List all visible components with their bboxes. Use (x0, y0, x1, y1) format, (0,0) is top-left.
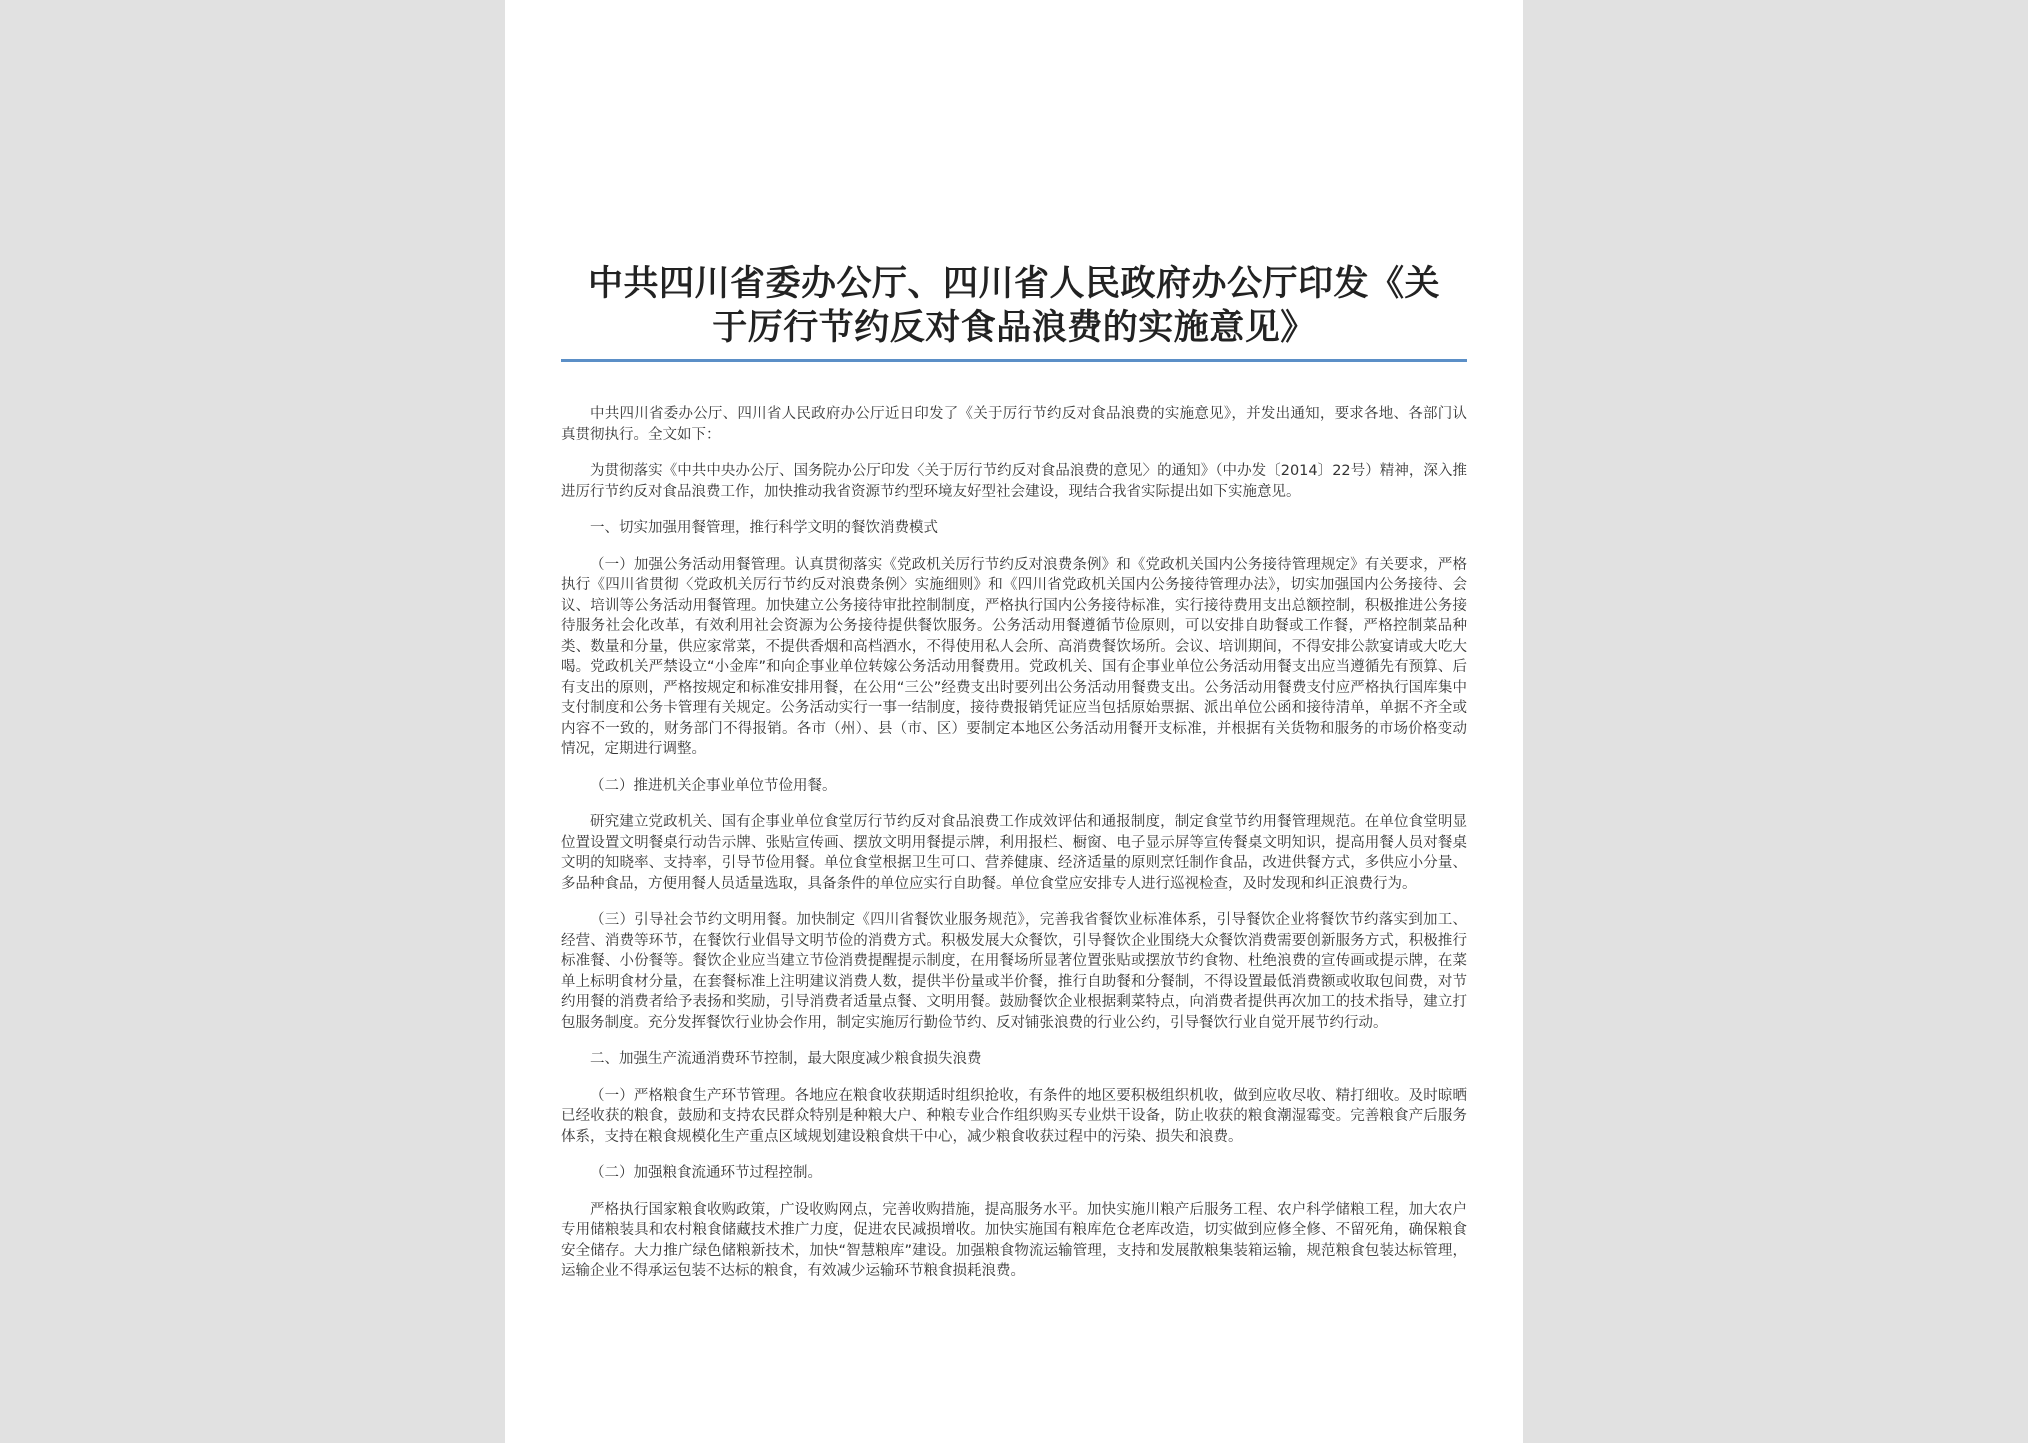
section-heading: 一、切实加强用餐管理，推行科学文明的餐饮消费模式 (590, 520, 938, 536)
document-page (505, 0, 1523, 1443)
subsection-heading: （二）推进机关企事业单位节俭用餐。 (590, 777, 837, 794)
section-heading: 二、加强生产流通消费环节控制，最大限度减少粮食损失浪费 (590, 1051, 982, 1067)
title-line-2: 于厉行节约反对食品浪费的实施意见》 (712, 307, 1316, 348)
title-divider (561, 359, 1467, 362)
paragraph: 严格执行国家粮食收购政策，广设收购网点，完善收购措施，提高服务水平。加快实施川粮产后服务工程、农户科学储粮工程，加大农户专用储粮装具和农村粮食储藏技术推广力度，促进农民减损增收。加快实施国有粮库危仓老库改造，切实做到应修全修、不留死角，确保粮食安全储存。大力推广绿色储粮新技术，加快“智慧粮库”建设。加强粮食物流运输管理，支持和发展散粮集装箱运输，规范粮食包装达标管理，运输企业不得承运包装不达标的粮食，有效减少运输环节粮食损耗浪费。 (561, 1201, 1467, 1279)
paragraph: 中共四川省委办公厅、四川省人民政府办公厅近日印发了《关于厉行节约反对食品浪费的实施意见》，并发出通知，要求各地、各部门认真贯彻执行。全文如下： (561, 406, 1467, 443)
title-line-1: 中共四川省委办公厅、四川省人民政府办公厅印发《关 (587, 263, 1440, 304)
paragraph: 为贯彻落实《中共中央办公厅、国务院办公厅印发〈关于厉行节约反对食品浪费的意见〉的通知》（中办发〔2014〕22号）精神，深入推进厉行节约反对食品浪费工作，加快推动我省资源节约型环境友好型社会建设，现结合我省实际提出如下实施意见。 (561, 463, 1467, 500)
paragraph: （一）严格粮食生产环节管理。各地应在粮食收获期适时组织抢收，有条件的地区要积极组织机收，做到应收尽收、精打细收。及时晾晒已经收获的粮食，鼓励和支持农民群众特别是种粮大户、种粮专业合作组织购买专业烘干设备，防止收获的粮食潮湿霉变。完善粮食产后服务体系，支持在粮食规模化生产重点区域规划建设粮食烘干中心，减少粮食收获过程中的污染、损失和浪费。 (561, 1087, 1467, 1145)
paragraph: 研究建立党政机关、国有企事业单位食堂厉行节约反对食品浪费工作成效评估和通报制度，制定食堂节约用餐管理规范。在单位食堂明显位置设置文明餐桌行动告示牌、张贴宣传画、摆放文明用餐提示牌，利用报栏、橱窗、电子显示屏等宣传餐桌文明知识，提高用餐人员对餐桌文明的知晓率、支持率，引导节俭用餐。单位食堂根据卫生可口、营养健康、经济适量的原则烹饪制作食品，改进供餐方式，多供应小分量、多品种食品，方便用餐人员适量选取，具备条件的单位应实行自助餐。单位食堂应安排专人进行巡视检查，及时发现和纠正浪费行为。 (561, 814, 1467, 892)
paragraph: （三）引导社会节约文明用餐。加快制定《四川省餐饮业服务规范》，完善我省餐饮业标准体系，引导餐饮企业将餐饮节约落实到加工、经营、消费等环节，在餐饮行业倡导文明节俭的消费方式。积极发展大众餐饮，引导餐饮企业围绕大众餐饮消费需要创新服务方式，积极推行标准餐、小份餐等。餐饮企业应当建立节俭消费提醒提示制度，在用餐场所显著位置张贴或摆放节约食物、杜绝浪费的宣传画或提示牌，在菜单上标明食材分量，在套餐标准上注明建议消费人数，提供半份量或半价餐，推行自助餐和分餐制，不得设置最低消费额或收取包间费，对节约用餐的消费者给予表扬和奖励，引导消费者适量点餐、文明用餐。鼓励餐饮企业根据剩菜特点，向消费者提供再次加工的技术指导，建立打包服务制度。充分发挥餐饮行业协会作用，制定实施厉行勤俭节约、反对铺张浪费的行业公约，引导餐饮行业自觉开展节约行动。 (561, 912, 1467, 1031)
document-body (561, 404, 1467, 1298)
subsection-heading: （二）加强粮食流通环节过程控制。 (590, 1165, 822, 1181)
paragraph: （一）加强公务活动用餐管理。认真贯彻落实《党政机关厉行节约反对浪费条例》和《党政机关国内公务接待管理规定》有关要求，严格执行《四川省贯彻〈党政机关厉行节约反对浪费条例〉实施细则》和《四川省党政机关国内公务接待管理办法》，切实加强国内公务接待、会议、培训等公务活动用餐管理。加快建立公务接待审批控制制度，严格执行国内公务接待标准，实行接待费用支出总额控制，积极推进公务接待服务社会化改革，有效利用社会资源为公务接待提供餐饮服务。公务活动用餐遵循节俭原则，可以安排自助餐或工作餐，严格控制菜品种类、数量和分量，供应家常菜，不提供香烟和高档酒水，不得使用私人会所、高消费餐饮场所。会议、培训期间，不得安排公款宴请或大吃大喝。党政机关严禁设立“小金库”和向企事业单位转嫁公务活动用餐费用。党政机关、国有企事业单位公务活动用餐支出应当遵循先有预算、后有支出的原则，严格按规定和标准安排用餐，在公用“三公”经费支出时要列出公务活动用餐费支出。公务活动用餐费支付应严格执行国库集中支付制度和公务卡管理有关规定。公务活动实行一事一结制度，接待费报销凭证应当包括原始票据、派出单位公函和接待清单，单据不齐全或内容不一致的，财务部门不得报销。各市（州）、县（市、区）要制定本地区公务活动用餐开支标准，并根据有关货物和服务的市场价格变动情况，定期进行调整。 (561, 556, 1467, 757)
document-title (561, 262, 1467, 350)
